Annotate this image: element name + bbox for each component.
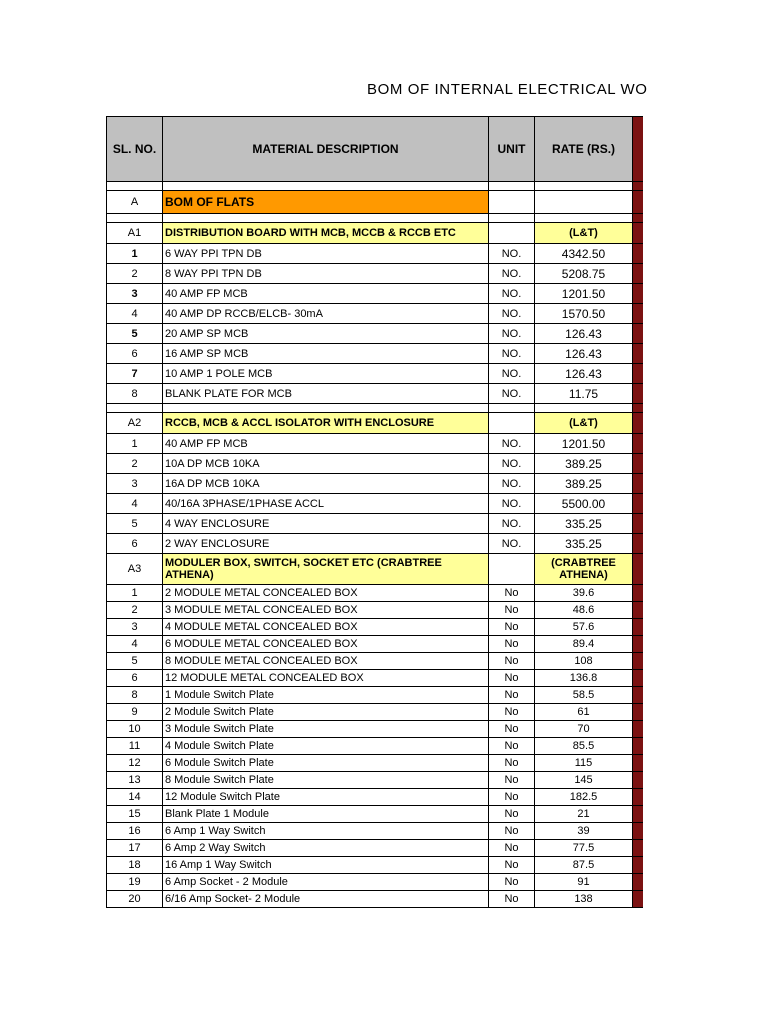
row-rate[interactable]: 70	[535, 721, 633, 738]
row-sl-no[interactable]: 4	[107, 304, 163, 324]
table-row	[107, 514, 643, 534]
table-row	[107, 891, 643, 908]
row-sl-no[interactable]: 5	[107, 653, 163, 670]
spacer-cell	[535, 182, 633, 191]
row-rate[interactable]: 1570.50	[535, 304, 633, 324]
group-label[interactable]: MODULER BOX, SWITCH, SOCKET ETC (CRABTREE ATHENA)	[163, 554, 489, 585]
table-row	[107, 304, 643, 324]
table-row	[107, 789, 643, 806]
row-description[interactable]: 3 Module Switch Plate	[163, 721, 489, 738]
row-rate[interactable]: 108	[535, 653, 633, 670]
dark-column-edge	[633, 191, 643, 214]
dark-column-edge	[633, 619, 643, 636]
table-row	[107, 721, 643, 738]
spacer-row	[107, 404, 643, 413]
row-rate[interactable]: 335.25	[535, 514, 633, 534]
group-brand[interactable]: (L&T)	[535, 413, 633, 434]
row-rate[interactable]: 389.25	[535, 474, 633, 494]
table-row	[107, 344, 643, 364]
table-row	[107, 704, 643, 721]
table-row	[107, 738, 643, 755]
dark-column-edge	[633, 434, 643, 454]
row-unit[interactable]: No	[489, 636, 535, 653]
section-unit-cell[interactable]	[489, 191, 535, 214]
dark-column-edge	[633, 772, 643, 789]
row-rate[interactable]: 91	[535, 874, 633, 891]
row-rate[interactable]: 89.4	[535, 636, 633, 653]
dark-column-edge	[633, 324, 643, 344]
row-unit[interactable]: NO.	[489, 474, 535, 494]
row-rate[interactable]: 126.43	[535, 324, 633, 344]
spacer-cell	[489, 214, 535, 223]
row-sl-no[interactable]: 4	[107, 494, 163, 514]
table-row	[107, 434, 643, 454]
row-sl-no[interactable]: 2	[107, 454, 163, 474]
row-sl-no[interactable]: 5	[107, 324, 163, 344]
spacer-cell	[107, 214, 163, 223]
row-rate[interactable]: 4342.50	[535, 244, 633, 264]
group-label[interactable]: RCCB, MCB & ACCL ISOLATOR WITH ENCLOSURE	[163, 413, 489, 434]
row-rate[interactable]: 87.5	[535, 857, 633, 874]
table-row	[107, 619, 643, 636]
row-unit[interactable]: No	[489, 789, 535, 806]
row-unit[interactable]: No	[489, 619, 535, 636]
row-sl-no[interactable]: 10	[107, 721, 163, 738]
row-rate[interactable]: 5500.00	[535, 494, 633, 514]
dark-column-edge	[633, 494, 643, 514]
row-unit[interactable]: NO.	[489, 264, 535, 284]
bom-sheet	[106, 116, 642, 908]
row-sl-no[interactable]: 12	[107, 755, 163, 772]
dark-column-edge	[633, 117, 643, 182]
dark-column-edge	[633, 687, 643, 704]
row-description[interactable]: 2 MODULE METAL CONCEALED BOX	[163, 585, 489, 602]
row-rate[interactable]: 126.43	[535, 344, 633, 364]
table-row	[107, 602, 643, 619]
dark-column-edge	[633, 891, 643, 908]
row-sl-no[interactable]: 2	[107, 602, 163, 619]
row-description[interactable]: 12 Module Switch Plate	[163, 789, 489, 806]
row-description[interactable]: 16A DP MCB 10KA	[163, 474, 489, 494]
dark-column-edge	[633, 304, 643, 324]
row-sl-no[interactable]: 1	[107, 244, 163, 264]
row-description[interactable]: 6 MODULE METAL CONCEALED BOX	[163, 636, 489, 653]
group-label[interactable]: DISTRIBUTION BOARD WITH MCB, MCCB & RCCB ETC	[163, 223, 489, 244]
column-header-unit[interactable]: UNIT	[489, 117, 535, 182]
row-description[interactable]: 40 AMP FP MCB	[163, 284, 489, 304]
dark-column-edge	[633, 738, 643, 755]
row-sl-no[interactable]: 20	[107, 891, 163, 908]
dark-column-edge	[633, 344, 643, 364]
dark-column-edge	[633, 806, 643, 823]
dark-column-edge	[633, 755, 643, 772]
dark-column-edge	[633, 182, 643, 191]
row-rate[interactable]: 58.5	[535, 687, 633, 704]
table-row	[107, 874, 643, 891]
dark-column-edge	[633, 514, 643, 534]
row-sl-no[interactable]: 8	[107, 687, 163, 704]
row-rate[interactable]: 48.6	[535, 602, 633, 619]
group-unit-cell[interactable]	[489, 413, 535, 434]
row-rate[interactable]: 136.8	[535, 670, 633, 687]
dark-column-edge	[633, 264, 643, 284]
row-sl-no[interactable]: 8	[107, 384, 163, 404]
group-header-row	[107, 223, 643, 244]
spacer-cell	[107, 404, 163, 413]
row-description[interactable]: 16 AMP SP MCB	[163, 344, 489, 364]
dark-column-edge	[633, 384, 643, 404]
row-sl-no[interactable]: 9	[107, 704, 163, 721]
table-row	[107, 636, 643, 653]
row-description[interactable]: 8 Module Switch Plate	[163, 772, 489, 789]
header-row	[107, 117, 643, 182]
row-description[interactable]: 12 MODULE METAL CONCEALED BOX	[163, 670, 489, 687]
row-description[interactable]: 4 WAY ENCLOSURE	[163, 514, 489, 534]
row-sl-no[interactable]: 11	[107, 738, 163, 755]
spacer-cell	[107, 182, 163, 191]
dark-column-edge	[633, 554, 643, 585]
row-unit[interactable]: NO.	[489, 324, 535, 344]
dark-column-edge	[633, 721, 643, 738]
row-unit[interactable]: NO.	[489, 284, 535, 304]
row-unit[interactable]: No	[489, 585, 535, 602]
dark-column-edge	[633, 704, 643, 721]
spacer-cell	[163, 404, 489, 413]
column-header-description[interactable]: MATERIAL DESCRIPTION	[163, 117, 489, 182]
row-unit[interactable]: No	[489, 738, 535, 755]
group-brand[interactable]: (L&T)	[535, 223, 633, 244]
row-unit[interactable]: NO.	[489, 364, 535, 384]
spacer-cell	[535, 214, 633, 223]
table-row	[107, 454, 643, 474]
row-description[interactable]: 4 MODULE METAL CONCEALED BOX	[163, 619, 489, 636]
row-rate[interactable]: 1201.50	[535, 284, 633, 304]
dark-column-edge	[633, 636, 643, 653]
row-unit[interactable]: NO.	[489, 434, 535, 454]
row-rate[interactable]: 11.75	[535, 384, 633, 404]
row-description[interactable]: 40 AMP DP RCCB/ELCB- 30mA	[163, 304, 489, 324]
spacer-cell	[535, 404, 633, 413]
dark-column-edge	[633, 874, 643, 891]
row-sl-no[interactable]: 15	[107, 806, 163, 823]
dark-column-edge	[633, 823, 643, 840]
table-row	[107, 534, 643, 554]
row-rate[interactable]: 5208.75	[535, 264, 633, 284]
dark-column-edge	[633, 840, 643, 857]
row-unit[interactable]: NO.	[489, 494, 535, 514]
row-description[interactable]: 8 WAY PPI TPN DB	[163, 264, 489, 284]
row-description[interactable]: 40 AMP FP MCB	[163, 434, 489, 454]
row-description[interactable]: 16 Amp 1 Way Switch	[163, 857, 489, 874]
row-description[interactable]: 6 Module Switch Plate	[163, 755, 489, 772]
row-rate[interactable]: 138	[535, 891, 633, 908]
group-sl[interactable]: A2	[107, 413, 163, 434]
dark-column-edge	[633, 244, 643, 264]
row-rate[interactable]: 61	[535, 704, 633, 721]
dark-column-edge	[633, 284, 643, 304]
spacer-cell	[163, 214, 489, 223]
dark-column-edge	[633, 857, 643, 874]
spacer-row	[107, 182, 643, 191]
row-sl-no[interactable]: 7	[107, 364, 163, 384]
row-unit[interactable]: No	[489, 772, 535, 789]
dark-column-edge	[633, 413, 643, 434]
row-description[interactable]: 1 Module Switch Plate	[163, 687, 489, 704]
row-description[interactable]: 20 AMP SP MCB	[163, 324, 489, 344]
row-unit[interactable]: No	[489, 670, 535, 687]
row-rate[interactable]: 85.5	[535, 738, 633, 755]
row-unit[interactable]: NO.	[489, 514, 535, 534]
row-sl-no[interactable]: 1	[107, 434, 163, 454]
row-rate[interactable]: 77.5	[535, 840, 633, 857]
dark-column-edge	[633, 789, 643, 806]
bom-table	[106, 116, 643, 908]
row-sl-no[interactable]: 4	[107, 636, 163, 653]
bom-table-body	[107, 117, 643, 908]
row-description[interactable]: 2 Module Switch Plate	[163, 704, 489, 721]
spacer-row	[107, 214, 643, 223]
section-label[interactable]: BOM OF FLATS	[163, 191, 489, 214]
table-row	[107, 384, 643, 404]
row-rate[interactable]: 389.25	[535, 454, 633, 474]
row-rate[interactable]: 1201.50	[535, 434, 633, 454]
table-row	[107, 772, 643, 789]
row-description[interactable]: 4 Module Switch Plate	[163, 738, 489, 755]
table-row	[107, 364, 643, 384]
row-rate[interactable]: 145	[535, 772, 633, 789]
row-sl-no[interactable]: 19	[107, 874, 163, 891]
dark-column-edge	[633, 223, 643, 244]
spacer-cell	[489, 404, 535, 413]
group-header-row	[107, 413, 643, 434]
table-row	[107, 670, 643, 687]
table-row	[107, 840, 643, 857]
dark-column-edge	[633, 214, 643, 223]
row-rate[interactable]: 21	[535, 806, 633, 823]
row-description[interactable]: Blank Plate 1 Module	[163, 806, 489, 823]
row-rate[interactable]: 57.6	[535, 619, 633, 636]
row-description[interactable]: 6 WAY PPI TPN DB	[163, 244, 489, 264]
row-unit[interactable]: No	[489, 721, 535, 738]
table-row	[107, 264, 643, 284]
table-row	[107, 494, 643, 514]
section-sl[interactable]: A	[107, 191, 163, 214]
row-unit[interactable]: No	[489, 755, 535, 772]
row-rate[interactable]: 115	[535, 755, 633, 772]
row-description[interactable]: BLANK PLATE FOR MCB	[163, 384, 489, 404]
group-header-row	[107, 554, 643, 585]
row-unit[interactable]: NO.	[489, 384, 535, 404]
table-row	[107, 687, 643, 704]
dark-column-edge	[633, 364, 643, 384]
row-rate[interactable]: 126.43	[535, 364, 633, 384]
row-sl-no[interactable]: 3	[107, 474, 163, 494]
section-row-a	[107, 191, 643, 214]
row-rate[interactable]: 182.5	[535, 789, 633, 806]
table-row	[107, 244, 643, 264]
row-sl-no[interactable]: 6	[107, 344, 163, 364]
row-unit[interactable]: NO.	[489, 534, 535, 554]
row-description[interactable]: 3 MODULE METAL CONCEALED BOX	[163, 602, 489, 619]
spacer-cell	[163, 182, 489, 191]
row-description[interactable]: 6 Amp 2 Way Switch	[163, 840, 489, 857]
row-unit[interactable]: NO.	[489, 454, 535, 474]
dark-column-edge	[633, 404, 643, 413]
row-sl-no[interactable]: 18	[107, 857, 163, 874]
dark-column-edge	[633, 602, 643, 619]
row-description[interactable]: 6/16 Amp Socket- 2 Module	[163, 891, 489, 908]
row-sl-no[interactable]: 3	[107, 284, 163, 304]
row-unit[interactable]: No	[489, 874, 535, 891]
table-row	[107, 585, 643, 602]
row-description[interactable]: 6 Amp 1 Way Switch	[163, 823, 489, 840]
section-rate-cell[interactable]	[535, 191, 633, 214]
row-unit[interactable]: No	[489, 891, 535, 908]
spacer-cell	[489, 182, 535, 191]
table-row	[107, 324, 643, 344]
row-sl-no[interactable]: 14	[107, 789, 163, 806]
row-sl-no[interactable]: 6	[107, 534, 163, 554]
row-sl-no[interactable]: 2	[107, 264, 163, 284]
dark-column-edge	[633, 670, 643, 687]
table-row	[107, 284, 643, 304]
row-rate[interactable]: 335.25	[535, 534, 633, 554]
dark-column-edge	[633, 534, 643, 554]
group-sl[interactable]: A3	[107, 554, 163, 585]
group-unit-cell[interactable]	[489, 223, 535, 244]
row-unit[interactable]: No	[489, 602, 535, 619]
table-row	[107, 806, 643, 823]
row-unit[interactable]: NO.	[489, 244, 535, 264]
table-row	[107, 474, 643, 494]
row-unit[interactable]: NO.	[489, 344, 535, 364]
row-description[interactable]: 8 MODULE METAL CONCEALED BOX	[163, 653, 489, 670]
column-header-rate[interactable]: RATE (RS.)	[535, 117, 633, 182]
row-description[interactable]: 6 Amp Socket - 2 Module	[163, 874, 489, 891]
row-sl-no[interactable]: 16	[107, 823, 163, 840]
column-header-sl-no[interactable]: SL. NO.	[107, 117, 163, 182]
page-title: BOM OF INTERNAL ELECTRICAL WO	[367, 81, 648, 98]
dark-column-edge	[633, 474, 643, 494]
row-unit[interactable]: No	[489, 840, 535, 857]
row-sl-no[interactable]: 6	[107, 670, 163, 687]
row-sl-no[interactable]: 17	[107, 840, 163, 857]
row-rate[interactable]: 39.6	[535, 585, 633, 602]
row-unit[interactable]: NO.	[489, 304, 535, 324]
group-brand[interactable]: (CRABTREE ATHENA)	[535, 554, 633, 585]
row-unit[interactable]: No	[489, 857, 535, 874]
dark-column-edge	[633, 454, 643, 474]
row-rate[interactable]: 39	[535, 823, 633, 840]
dark-column-edge	[633, 585, 643, 602]
group-unit-cell[interactable]	[489, 554, 535, 585]
row-sl-no[interactable]: 1	[107, 585, 163, 602]
table-row	[107, 823, 643, 840]
row-sl-no[interactable]: 3	[107, 619, 163, 636]
row-description[interactable]: 10A DP MCB 10KA	[163, 454, 489, 474]
row-unit[interactable]: No	[489, 823, 535, 840]
table-row	[107, 857, 643, 874]
row-unit[interactable]: No	[489, 806, 535, 823]
row-description[interactable]: 10 AMP 1 POLE MCB	[163, 364, 489, 384]
group-sl[interactable]: A1	[107, 223, 163, 244]
row-unit[interactable]: No	[489, 687, 535, 704]
row-unit[interactable]: No	[489, 704, 535, 721]
dark-column-edge	[633, 653, 643, 670]
row-description[interactable]: 2 WAY ENCLOSURE	[163, 534, 489, 554]
row-sl-no[interactable]: 5	[107, 514, 163, 534]
table-row	[107, 755, 643, 772]
row-description[interactable]: 40/16A 3PHASE/1PHASE ACCL	[163, 494, 489, 514]
row-sl-no[interactable]: 13	[107, 772, 163, 789]
row-unit[interactable]: No	[489, 653, 535, 670]
table-row	[107, 653, 643, 670]
